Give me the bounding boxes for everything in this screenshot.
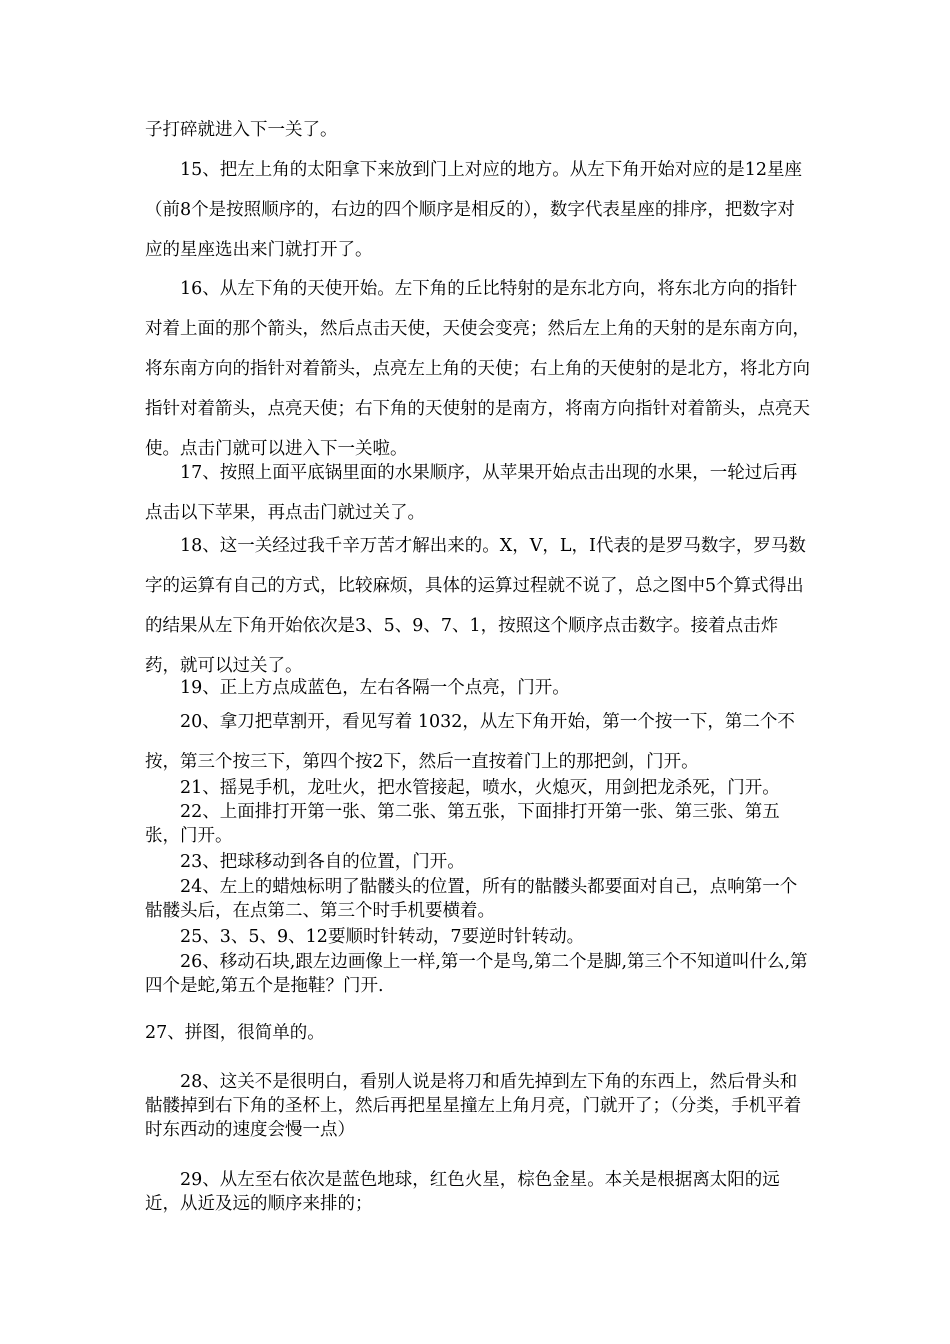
paragraph-26: 26、移动石块,跟左边画像上一样,第一个是鸟,第二个是脚,第三个不知道叫什么,第四个是蛇,第五个是拖鞋？门开. (145, 952, 808, 996)
paragraph-28: 28、这关不是很明白，看别人说是将刀和盾先掉到左下角的东西上，然后骨头和骷髅掉到右下角的圣杯上，然后再把星星撞左上角月亮，门就开了；（分类，手机平着时东西动的速度会慢一点） (145, 1072, 802, 1140)
paragraph-14-end: 子打碎就进入下一关了。 (145, 120, 338, 140)
paragraph-23: 23、把球移动到各自的位置，门开。 (180, 852, 465, 872)
paragraph-18: 18、这一关经过我千辛万苦才解出来的。X，V，L，I代表的是罗马数字，罗马数字的运算有自己的方式，比较麻烦，具体的运算过程就不说了，总之图中5个算式得出的结果从左下角开始依次是3、5、9、7、1，按照这个顺序点击数字。接着点击炸药，就可以过关了。 (145, 536, 806, 676)
paragraph-15: 15、把左上角的太阳拿下来放到门上对应的地方。从左下角开始对应的是12星座（前8个是按照顺序的，右边的四个顺序是相反的），数字代表星座的排序，把数字对应的星座选出来门就打开了。 (145, 160, 803, 260)
paragraph-19: 19、正上方点成蓝色，左右各隔一个点亮，门开。 (180, 678, 570, 698)
paragraph-22: 22、上面排打开第一张、第二张、第五张，下面排打开第一张、第三张、第五张，门开。 (145, 802, 780, 846)
paragraph-16: 16、从左下角的天使开始。左下角的丘比特射的是东北方向，将东北方向的指针对着上面的那个箭头，然后点击天使，天使会变亮；然后左上角的天射的是东南方向，将东南方向的指针对着箭头，点亮左上角的天使；右上角的天使射的是北方，将北方向指针对着箭头，点亮天使；右下角的天使射的是南方，将南方向指针对着箭头，点亮天使。点击门就可以进入下一关啦。 (145, 279, 810, 459)
paragraph-29: 29、从左至右依次是蓝色地球，红色火星，棕色金星。本关是根据离太阳的远近，从近及远的顺序来排的； (145, 1170, 780, 1214)
paragraph-20: 20、拿刀把草割开，看见写着 1032，从左下角开始，第一个按一下，第二个不按，第三个按三下，第四个按2下，然后一直按着门上的那把剑，门开。 (145, 712, 795, 772)
paragraph-25: 25、3、5、9、12要顺时针转动，7要逆时针转动。 (180, 927, 585, 947)
paragraph-24: 24、左上的蜡烛标明了骷髅头的位置，所有的骷髅头都要面对自己，点响第一个骷髅头后，在点第二、第三个时手机要横着。 (145, 877, 798, 921)
paragraph-27: 27、拼图，很简单的。 (145, 1023, 325, 1043)
paragraph-17: 17、按照上面平底锅里面的水果顺序，从苹果开始点击出现的水果，一轮过后再点击以下苹果，再点击门就过关了。 (145, 463, 798, 523)
paragraph-21: 21、摇晃手机，龙吐火，把水管接起，喷水，火熄灭，用剑把龙杀死，门开。 (180, 778, 780, 798)
